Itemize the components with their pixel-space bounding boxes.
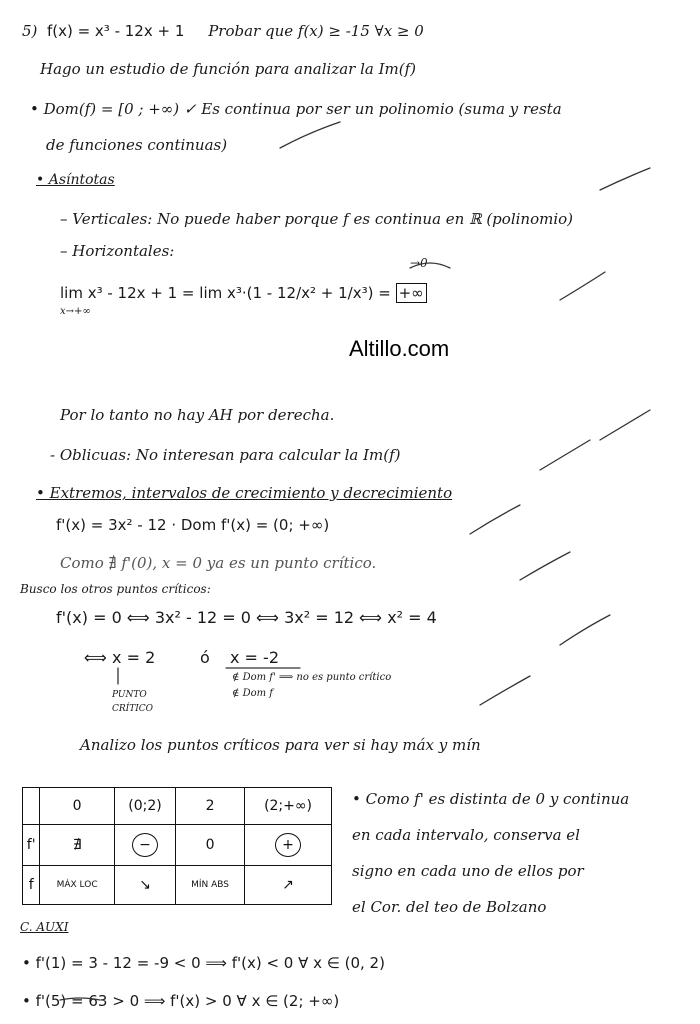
table-cell: (2;+∞) (245, 788, 332, 825)
dom-line: • Dom(f) = [0 ; +∞) ✓ Es continua por ser un polinomio (suma y resta (30, 100, 562, 118)
table-cell: MÍN ABS (176, 866, 245, 905)
check-mark (540, 440, 590, 470)
problem-number: 5) (22, 22, 38, 40)
busco-line: Busco los otros puntos críticos: (20, 582, 211, 596)
table-cell: ↘ (114, 866, 175, 905)
caux-label: C. AUXI (20, 920, 69, 934)
oblicuas-line: - Oblicuas: No interesan para calcular la Im(f) (50, 446, 401, 464)
analizo-line: Analizo los puntos críticos para ver si hay máx y mín (80, 736, 481, 754)
check-mark (560, 615, 610, 645)
limit-arrow (410, 263, 450, 268)
table-cell: f (23, 866, 40, 905)
watermark: Altillo.com (349, 336, 450, 361)
side-note-3: signo en cada uno de ellos por (352, 862, 584, 880)
side-note-4: el Cor. del teo de Bolzano (352, 898, 547, 916)
limit-result: +∞ (396, 283, 427, 303)
solution-xm2: x = -2 (230, 648, 279, 667)
check-mark (600, 168, 650, 190)
intro-line: Hago un estudio de función para analizar la Im(f) (40, 60, 417, 78)
limit-left: lim x³ - 12x + 1 = lim x³·(1 - 12/x² + 1/x³) = (60, 284, 391, 302)
side-note-1: • Como f' es distinta de 0 y continua (352, 790, 630, 808)
check-mark (480, 676, 530, 705)
table-cell: f' (23, 825, 40, 866)
not-dom-fprime: ∉ Dom f' ⟹ no es punto crítico (232, 672, 392, 683)
verticales-line: – Verticales: No puede haber porque f es continua en ℝ (polinomio) (60, 210, 574, 228)
side-note-2: en cada intervalo, conserva el (352, 826, 580, 844)
solution-or: ó (200, 648, 210, 667)
sign-circle: + (275, 833, 301, 857)
solution-x2: ⟺ x = 2 (84, 648, 156, 667)
not-dom-f: ∉ Dom f (232, 688, 273, 699)
asintotas-heading: • Asíntotas (36, 172, 115, 188)
check-mark (280, 122, 340, 148)
check-mark (470, 505, 520, 534)
table-cell: MÁX LOC (40, 866, 115, 905)
dom-line-2: de funciones continuas) (46, 136, 228, 154)
no-ah-line: Por lo tanto no hay AH por derecha. (60, 406, 335, 424)
aux-line-1: • f'(1) = 3 - 12 = -9 < 0 ⟹ f'(x) < 0 ∀ x ∈ (0, 2) (22, 954, 385, 972)
problem-function: f(x) = x³ - 12x + 1 (46, 22, 185, 40)
problem-claim: Probar que f(x) ≥ -15 ∀x ≥ 0 (208, 22, 424, 40)
punto-critico-label: PUNTO CRÍTICO (112, 690, 154, 714)
sign-circle: − (132, 833, 158, 857)
table-cell: (0;2) (114, 788, 175, 825)
check-mark (60, 998, 100, 1000)
como-line: Como ∄ f'(0), x = 0 ya es un punto crítico. (60, 554, 377, 572)
limit-arrow-label: →0 (410, 256, 428, 270)
table-cell: 0 (176, 825, 245, 866)
check-mark (520, 552, 570, 580)
extremos-heading: • Extremos, intervalos de crecimiento y decrecimiento (36, 484, 453, 502)
check-mark (600, 410, 650, 440)
aux-line-2: • f'(5) = 63 > 0 ⟹ f'(x) > 0 ∀ x ∈ (2; +∞) (22, 992, 340, 1010)
table-cell: 2 (176, 788, 245, 825)
equation-line: f'(x) = 0 ⟺ 3x² - 12 = 0 ⟺ 3x² = 12 ⟺ x² = 4 (56, 608, 437, 627)
horizontales-line: – Horizontales: (60, 242, 175, 260)
limit-subscript: x→+∞ (60, 306, 91, 317)
table-cell: ↗ (245, 866, 332, 905)
check-mark (560, 272, 605, 300)
table-cell: ∄ (40, 825, 115, 866)
derivative-line: f'(x) = 3x² - 12 · Dom f'(x) = (0; +∞) (56, 516, 330, 534)
table-cell: 0 (40, 788, 115, 825)
